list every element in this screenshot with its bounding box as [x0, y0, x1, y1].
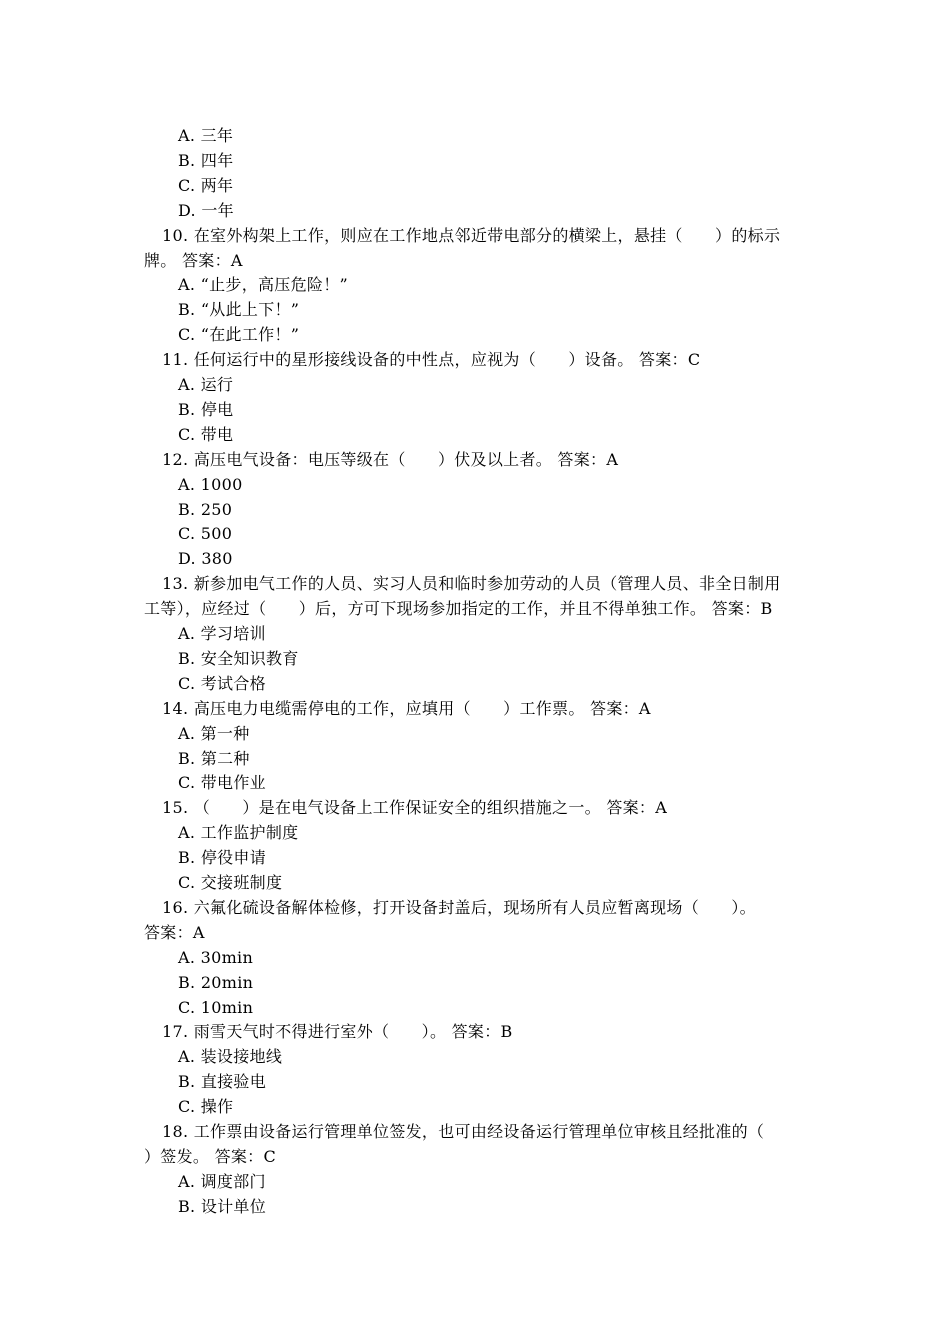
answer-option: B. 20min — [178, 972, 254, 992]
question-line: 15. （ ）是在电气设备上工作保证安全的组织措施之一。 答案：A — [162, 798, 668, 818]
answer-option: D. 一年 — [178, 200, 234, 220]
question-line: 17. 雨雪天气时不得进行室外（ ）。 答案：B — [162, 1022, 513, 1042]
answer-option: B. “从此上下！” — [178, 300, 300, 320]
question-line: 18. 工作票由设备运行管理单位签发，也可由经设备运行管理单位审核且经批准的（ — [162, 1122, 765, 1141]
answer-option: B. 停电 — [178, 399, 234, 419]
answer-option: A. 1000 — [178, 474, 243, 494]
answer-option: C. 两年 — [178, 175, 234, 195]
answer-option: A. 工作监护制度 — [178, 823, 299, 843]
answer-option: B. 停役申请 — [178, 848, 267, 868]
question-line: 10. 在室外构架上工作，则应在工作地点邻近带电部分的横梁上，悬挂（ ）的标示 — [162, 225, 781, 245]
question-continuation: 工等），应经过（ ）后，方可下现场参加指定的工作，并且不得单独工作。 答案：B — [144, 599, 773, 619]
answer-option: D. 380 — [178, 549, 233, 569]
answer-option: A. 学习培训 — [178, 624, 266, 643]
answer-option: B. 第二种 — [178, 748, 250, 768]
question-line: 13. 新参加电气工作的人员、实习人员和临时参加劳动的人员（管理人员、非全日制用 — [162, 574, 781, 594]
answer-option: C. 操作 — [178, 1097, 234, 1117]
answer-option: B. 四年 — [178, 150, 234, 170]
answer-option: A. 装设接地线 — [178, 1047, 283, 1067]
answer-option: C. 500 — [178, 524, 233, 544]
answer-option: A. 运行 — [178, 375, 234, 394]
answer-option: C. 带电作业 — [178, 773, 266, 793]
answer-option: A. 30min — [178, 947, 254, 967]
answer-option: B. 250 — [178, 499, 233, 519]
question-line: 11. 任何运行中的星形接线设备的中性点，应视为（ ）设备。 答案：C — [162, 350, 701, 370]
answer-option: C. 带电 — [178, 424, 234, 444]
answer-option: C. 10min — [178, 997, 254, 1017]
answer-option: A. 调度部门 — [178, 1171, 266, 1191]
answer-option: A. “止步，高压危险！” — [178, 275, 348, 295]
question-continuation: 牌。 答案：A — [144, 250, 243, 270]
question-continuation: ）签发。 答案：C — [144, 1146, 277, 1166]
answer-option: C. 交接班制度 — [178, 873, 283, 892]
answer-option: C. 考试合格 — [178, 673, 266, 693]
answer-option: C. “在此工作！” — [178, 325, 300, 345]
answer-option: A. 三年 — [178, 126, 234, 145]
answer-option: B. 直接验电 — [178, 1072, 267, 1092]
answer-option: B. 安全知识教育 — [178, 648, 299, 668]
answer-option: A. 第一种 — [178, 723, 250, 743]
answer-option: B. 设计单位 — [178, 1196, 267, 1216]
question-line: 14. 高压电力电缆需停电的工作，应填用（ ）工作票。 答案：A — [162, 698, 651, 718]
question-continuation: 答案：A — [144, 922, 205, 942]
question-line: 16. 六氟化硫设备解体检修，打开设备封盖后，现场所有人员应暂离现场（ ）。 — [162, 897, 756, 917]
question-line: 12. 高压电气设备：电压等级在（ ）伏及以上者。 答案：A — [162, 449, 619, 469]
